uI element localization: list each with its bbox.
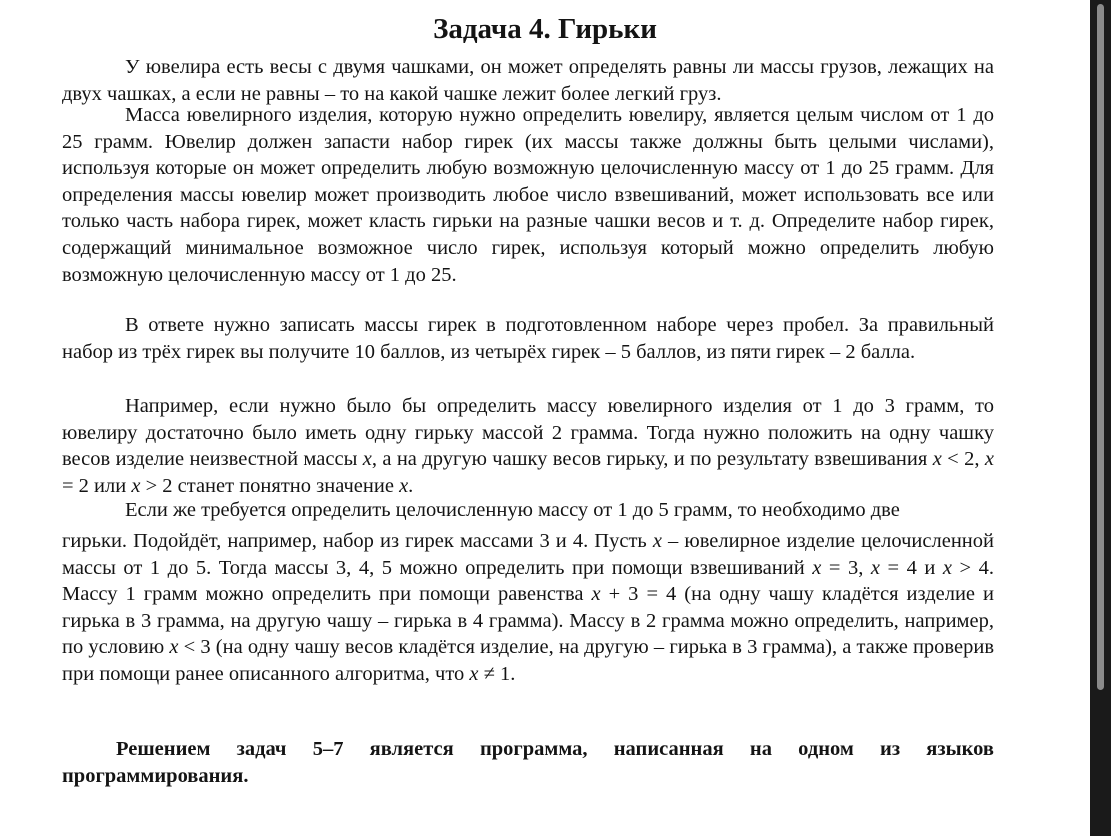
paragraph-example-one: Например, если нужно было бы определить массу ювелирного изделия от 1 до 3 грамм, то ювелиру достаточно было иметь одну гирьку массой 2 грамма. Тогда нужно положить на одну чашку весов изделие неизвестной массы x, а на другую чашку весов гирьку, и по результату взвешивания x < 2, x = 2 или x > 2 станет понятно значение x.	[62, 395, 994, 497]
page-title: Задача 4. Гирьки	[433, 13, 657, 45]
vertical-scrollbar[interactable]	[1090, 0, 1111, 836]
footer-note: Решением задач 5–7 является программа, написанная на одном из языков программирования.	[62, 738, 994, 787]
scrollbar-thumb[interactable]	[1097, 4, 1104, 690]
paragraph-intro: У ювелира есть весы с двумя чашками, он может определять равны ли массы грузов, лежащих на двух чашках, а если не равны – то на какой чашке лежит более легкий груз.	[62, 56, 994, 105]
paragraph-task: Масса ювелирного изделия, которую нужно определить ювелиру, является целым числом от 1 до 25 грамм. Ювелир должен запасти набор гирек (их массы также должны быть целыми числами), используя которые он может определить любую возможную целочисленную массу от 1 до 25 грамм. Для определения массы ювелир может производить любое число взвешиваний, может использовать все или только часть набора гирек, может класть гирьки на разные чашки весов и т. д. Определите набор гирек, содержащий минимальное возможное число гирек, используя который можно определить любую возможную целочисленную массу от 1 до 25.	[62, 104, 994, 286]
paragraph-answer-format: В ответе нужно записать массы гирек в подготовленном наборе через пробел. За правильный набор из трёх гирек вы получите 10 баллов, из четырёх гирек – 5 баллов, из пяти гирек – 2 балла.	[62, 314, 994, 363]
paragraph-example-two-body: гирьки. Подойдёт, например, набор из гирек массами 3 и 4. Пусть x – ювелирное изделие целочисленной массы от 1 до 5. Тогда массы 3, 4, 5 можно определить при помощи взвешиваний x = 3, x = 4 и x > 4. Массу 1 грамм можно определить при помощи равенства x + 3 = 4 (на одну чашу кладётся изделие и гирька в 3 грамма, на другую чашу – гирька в 4 грамма). Массу в 2 грамма можно определить, например, по условию x < 3 (на одну чашу весов кладётся изделие, на другую – гирька в 3 грамма), а также проверив при помощи ранее описанного алгоритма, что x ≠ 1.	[62, 530, 995, 685]
paragraph-example-two-start: Если же требуется определить целочисленную массу от 1 до 5 грамм, то необходимо две	[125, 499, 900, 521]
